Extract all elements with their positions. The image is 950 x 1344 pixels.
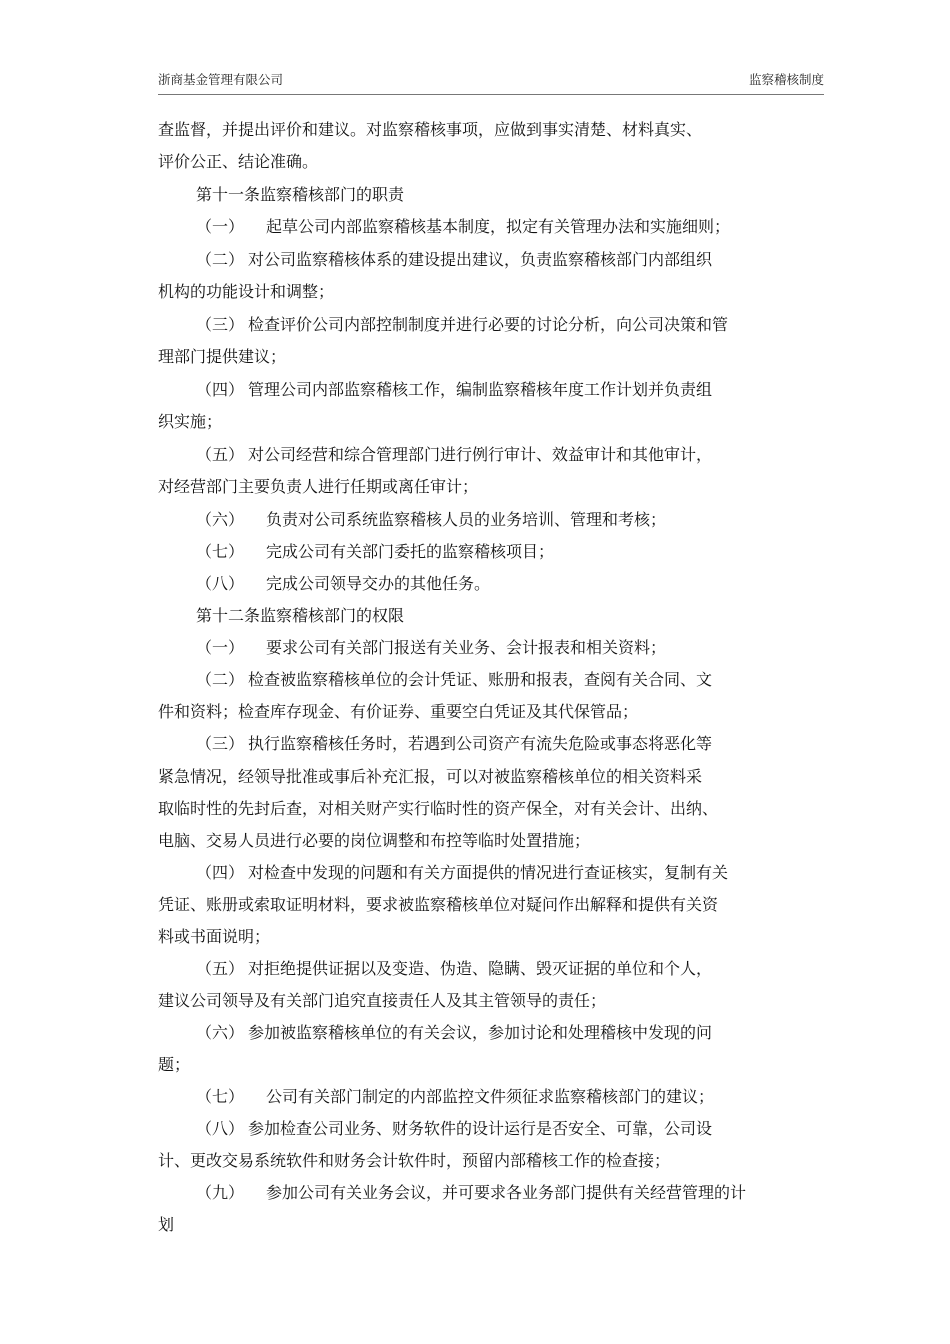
item-number: （三） [196, 734, 245, 753]
list-item [196, 1023, 712, 1043]
item-number: （八） [196, 1119, 245, 1138]
item-text: 负责对公司系统监察稽核人员的业务培训、管理和考核； [266, 510, 667, 529]
list-item [196, 959, 712, 979]
item-text: 参加被监察稽核单位的有关会议，参加讨论和处理稽核中发现的问 [248, 1023, 713, 1042]
paragraph-line: 紧急情况，经领导批准或事后补充汇报，可以对被监察稽核单位的相关资料采 [158, 767, 703, 786]
document-title: 监察稽核制度 [748, 72, 824, 87]
article-11-title: 第十一条监察稽核部门的职责 [196, 185, 405, 204]
item-text: 检查被监察稽核单位的会计凭证、账册和报表，查阅有关合同、文 [248, 670, 713, 689]
header-divider [158, 94, 824, 95]
article-12-title: 第十二条监察稽核部门的权限 [196, 606, 405, 625]
item-number: （六） [196, 1023, 245, 1042]
list-item [196, 217, 730, 237]
paragraph-line: 取临时性的先封后查，对相关财产实行临时性的资产保全，对有关会计、出纳、 [158, 799, 719, 818]
item-text: 对拒绝提供证据以及变造、伪造、隐瞒、毁灭证据的单位和个人， [248, 959, 713, 978]
item-number: （五） [196, 959, 245, 978]
item-text: 对检查中发现的问题和有关方面提供的情况进行查证核实，复制有关 [248, 863, 729, 882]
paragraph-line: 电脑、交易人员进行必要的岗位调整和布控等临时处置措施； [158, 831, 591, 850]
page-header [158, 70, 824, 92]
paragraph-line: 织实施； [158, 412, 223, 431]
list-item [196, 1087, 714, 1107]
paragraph-line: 料或书面说明； [158, 927, 271, 946]
company-name: 浙商基金管理有限公司 [158, 72, 284, 87]
item-text: 完成公司领导交办的其他任务。 [266, 574, 491, 593]
item-text: 对公司经营和综合管理部门进行例行审计、效益审计和其他审计， [248, 445, 713, 464]
item-number: （一） [196, 638, 245, 657]
list-item [196, 863, 728, 883]
paragraph-line: 划 [158, 1215, 175, 1234]
list-item [196, 510, 666, 530]
list-item [196, 445, 712, 465]
paragraph-line: 机构的功能设计和调整； [158, 282, 335, 301]
list-item [196, 250, 712, 270]
paragraph-line: 评价公正、结论准确。 [158, 152, 319, 171]
paragraph-line: 题； [158, 1055, 191, 1074]
list-item [196, 638, 666, 658]
item-number: （九） [196, 1183, 245, 1202]
paragraph-line: 件和资料；检查库存现金、有价证券、重要空白凭证及其代保管品； [158, 702, 639, 721]
item-number: （五） [196, 445, 245, 464]
item-text: 检查评价公司内部控制制度并进行必要的讨论分析，向公司决策和管 [248, 315, 729, 334]
list-item [196, 1119, 712, 1139]
item-text: 参加公司有关业务会议，并可要求各业务部门提供有关经营管理的计 [266, 1183, 747, 1202]
item-number: （七） [196, 1087, 245, 1106]
paragraph-line: 理部门提供建议； [158, 347, 287, 366]
item-number: （三） [196, 315, 245, 334]
paragraph-line: 对经营部门主要负责人进行任期或离任审计； [158, 477, 479, 496]
list-item [196, 380, 712, 400]
item-number: （二） [196, 670, 245, 689]
list-item [196, 1183, 746, 1203]
item-text: 起草公司内部监察稽核基本制度，拟定有关管理办法和实施细则； [266, 217, 731, 236]
item-number: （一） [196, 217, 245, 236]
item-text: 执行监察稽核任务时，若遇到公司资产有流失危险或事态将恶化等 [248, 734, 713, 753]
item-number: （二） [196, 250, 245, 269]
list-item [196, 574, 490, 594]
item-text: 对公司监察稽核体系的建设提出建议，负责监察稽核部门内部组织 [248, 250, 713, 269]
item-text: 管理公司内部监察稽核工作，编制监察稽核年度工作计划并负责组 [248, 380, 713, 399]
paragraph-line: 建议公司领导及有关部门追究直接责任人及其主管领导的责任； [158, 991, 607, 1010]
item-text: 公司有关部门制定的内部监控文件须征求监察稽核部门的建议； [266, 1087, 715, 1106]
paragraph-line: 计、更改交易系统软件和财务会计软件时，预留内部稽核工作的检查接； [158, 1151, 671, 1170]
item-number: （四） [196, 380, 245, 399]
list-item [196, 734, 712, 754]
item-number: （七） [196, 542, 245, 561]
item-text: 要求公司有关部门报送有关业务、会计报表和相关资料； [266, 638, 667, 657]
paragraph-line: 凭证、账册或索取证明材料，要求被监察稽核单位对疑问作出解释和提供有关资 [158, 895, 719, 914]
paragraph-line: 查监督，并提出评价和建议。对监察稽核事项，应做到事实清楚、材料真实、 [158, 120, 703, 139]
item-text: 完成公司有关部门委托的监察稽核项目； [266, 542, 555, 561]
item-number: （八） [196, 574, 245, 593]
item-text: 参加检查公司业务、财务软件的设计运行是否安全、可靠，公司设 [248, 1119, 713, 1138]
list-item [196, 315, 728, 335]
item-number: （六） [196, 510, 245, 529]
item-number: （四） [196, 863, 245, 882]
list-item [196, 670, 712, 690]
list-item [196, 542, 554, 562]
